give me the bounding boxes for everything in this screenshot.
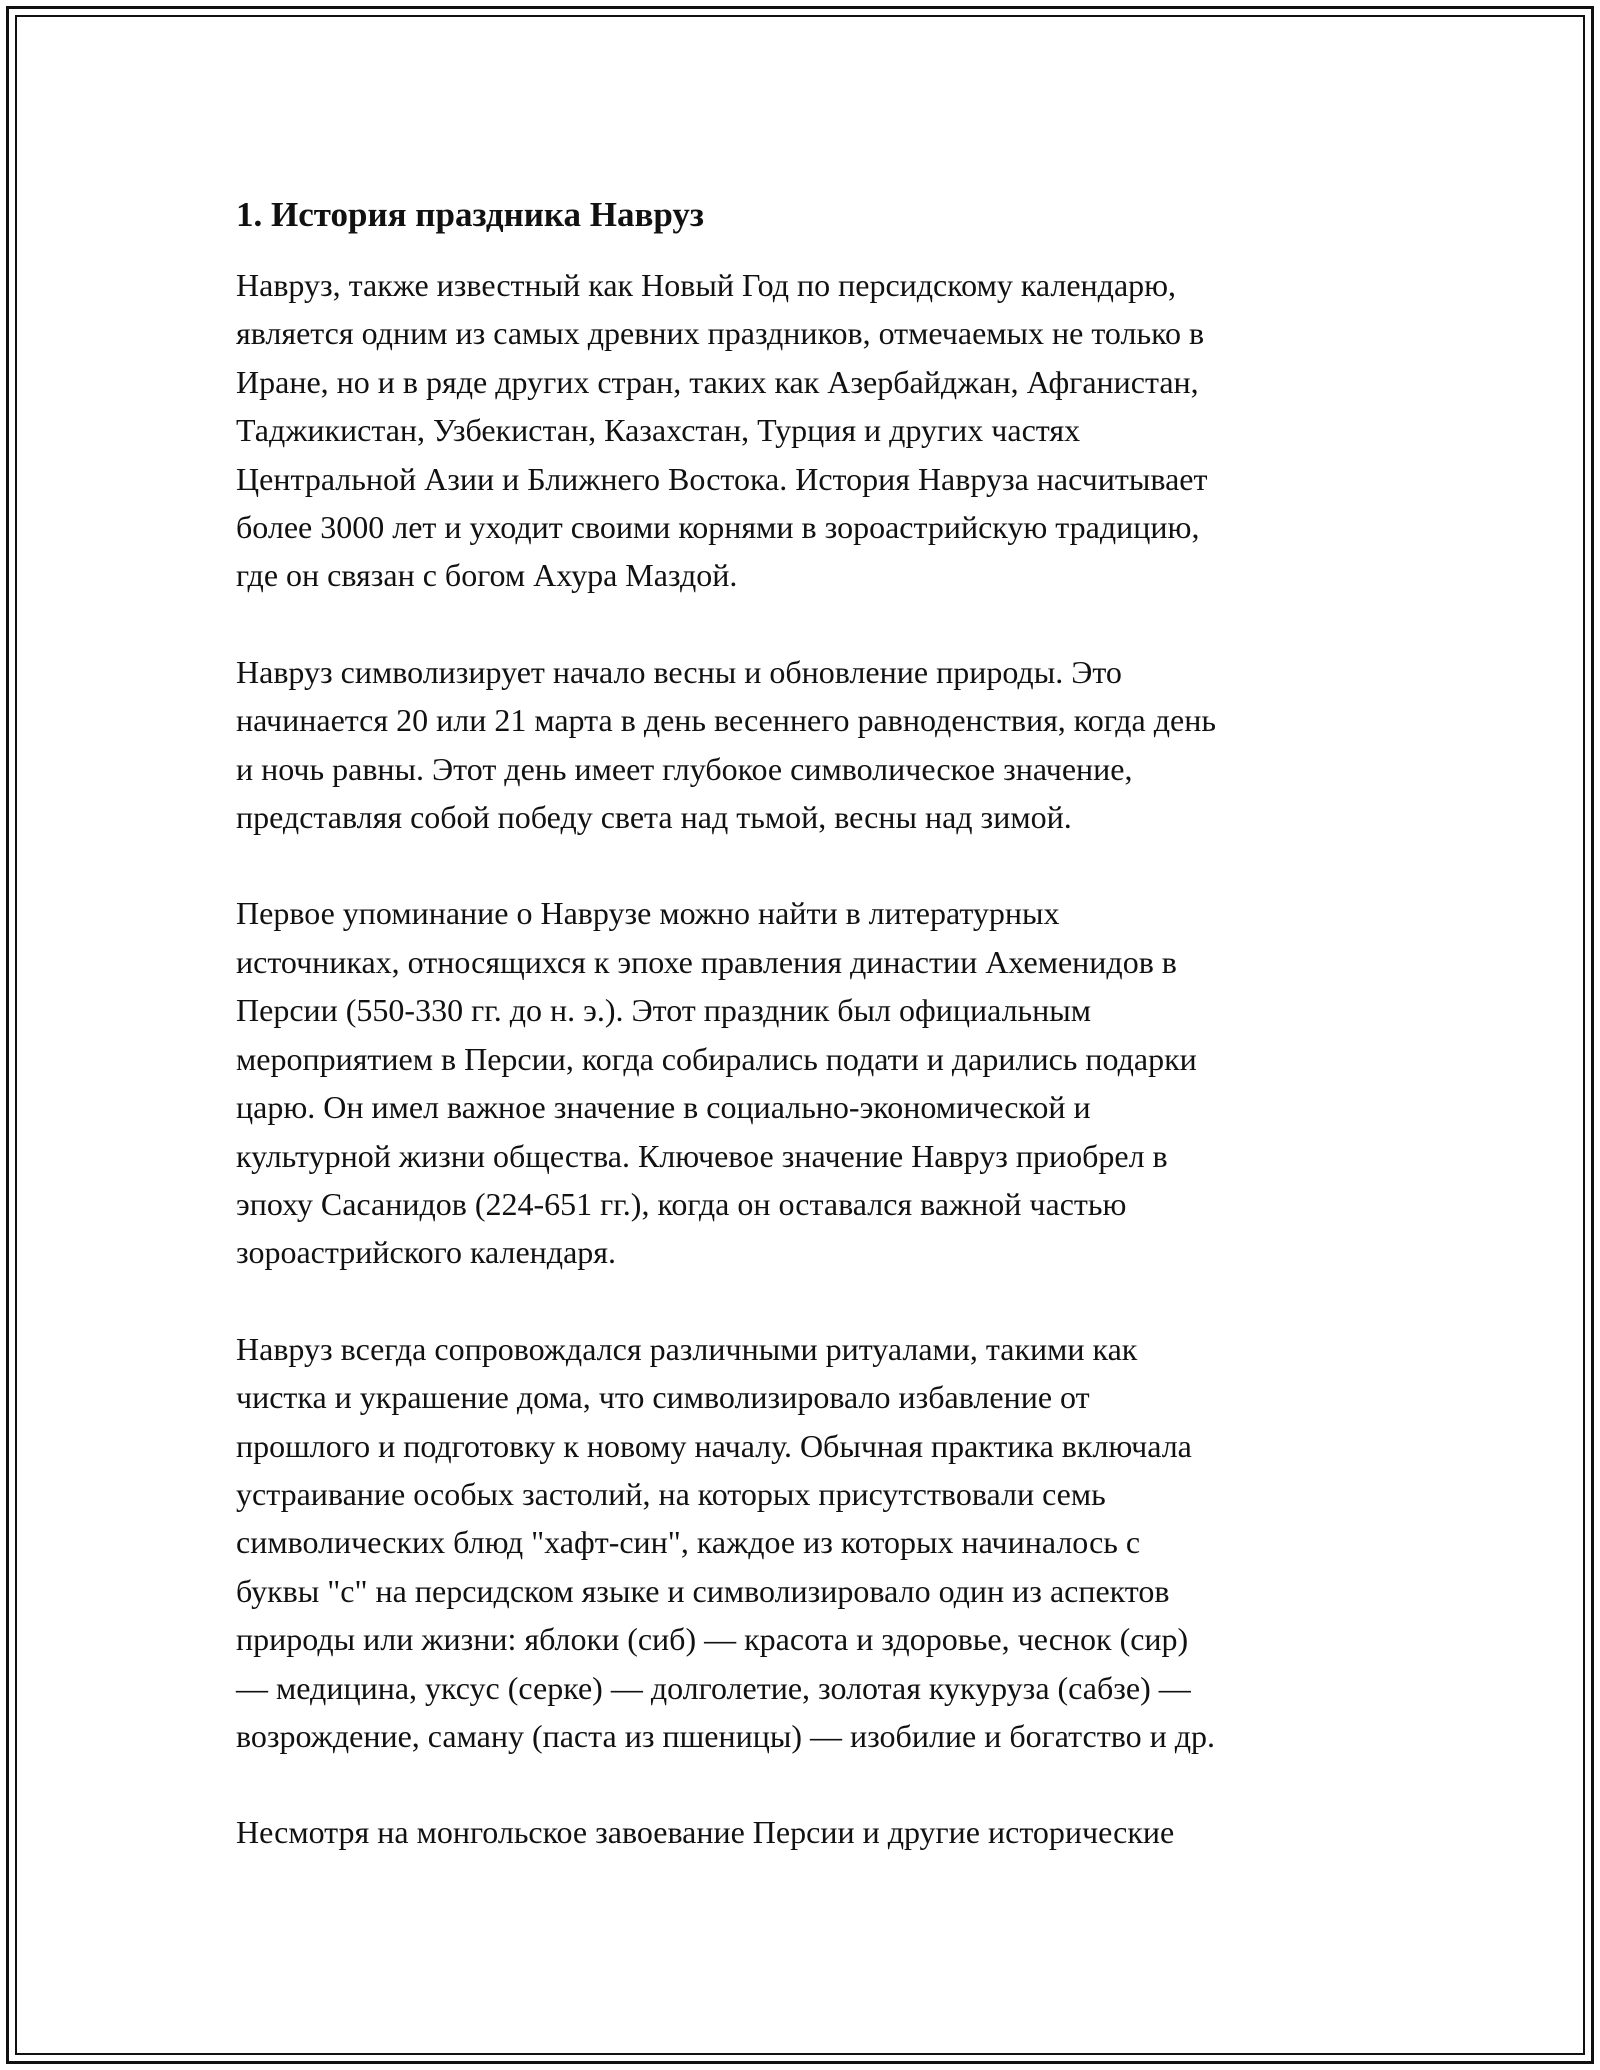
text-line: символических блюд "хафт-син", каждое из которых начиналось с [236,1524,1141,1561]
paragraph-4 [236,1325,1376,1761]
text-line: начинается 20 или 21 марта в день весеннего равноденствия, когда день [236,702,1216,739]
text-line: Первое упоминание о Наврузе можно найти в литературных [236,895,1060,932]
text-line: источниках, относящихся к эпохе правления династии Ахеменидов в [236,943,1177,980]
text-line: представляя собой победу света над тьмой, весны над зимой. [236,799,1072,836]
text-line: природы или жизни: яблоки (сиб) — красота и здоровье, чеснок (сир) [236,1621,1189,1658]
paragraph-5 [236,1808,1376,1856]
section-heading: 1. История праздника Навруз [236,195,704,234]
paragraph-2 [236,648,1376,842]
paragraph-3 [236,889,1376,1276]
text-line: является одним из самых древних праздников, отмечаемых не только в [236,315,1205,352]
text-line: Навруз, также известный как Новый Год по персидскому календарю, [236,267,1177,303]
text-line: — медицина, уксус (серке) — долголетие, золотая кукуруза (сабзе) — [236,1669,1191,1706]
text-line: культурной жизни общества. Ключевое значение Навруз приобрел в [236,1137,1168,1174]
text-line: зороастрийского календаря. [236,1234,616,1271]
text-line: Навруз символизирует начало весны и обновление природы. Это [236,653,1122,690]
text-line: Таджикистан, Узбекистан, Казахстан, Турция и других частях [236,412,1081,449]
text-line: царю. Он имел важное значение в социально-экономической и [236,1089,1091,1126]
text-line: чистка и украшение дома, что символизировало избавление от [236,1379,1090,1416]
text-line: буквы "с" на персидском языке и символизировало один из аспектов [236,1572,1170,1609]
text-line: Персии (550-330 гг. до н. э.). Этот праздник был официальным [236,992,1092,1029]
text-line: Иране, но и в ряде других стран, таких как Азербайджан, Афганистан, [236,363,1199,400]
text-line: и ночь равны. Этот день имеет глубокое символическое значение, [236,750,1133,787]
text-line: Навруз всегда сопровождался различными ритуалами, такими как [236,1330,1138,1367]
text-line: где он связан с богом Ахура Маздой. [236,557,738,594]
text-line: прошлого и подготовку к новому началу. Обычная практика включала [236,1427,1192,1464]
text-line: возрождение, саману (паста из пшеницы) — изобилие и богатство и др. [236,1717,1216,1754]
text-line: устраивание особых застолий, на которых присутствовали семь [236,1475,1106,1512]
document-body [236,186,1376,1905]
paragraph-1 [236,261,1376,600]
text-line: Центральной Азии и Ближнего Востока. История Навруза насчитывает [236,460,1208,497]
text-line: более 3000 лет и уходит своими корнями в зороастрийскую традицию, [236,509,1200,546]
text-line: эпоху Сасанидов (224-651 гг.), когда он оставался важной частью [236,1185,1127,1222]
text-line: мероприятием в Персии, когда собирались подати и дарились подарки [236,1040,1197,1077]
text-line: Несмотря на монгольское завоевание Персии и другие исторические [236,1814,1175,1851]
